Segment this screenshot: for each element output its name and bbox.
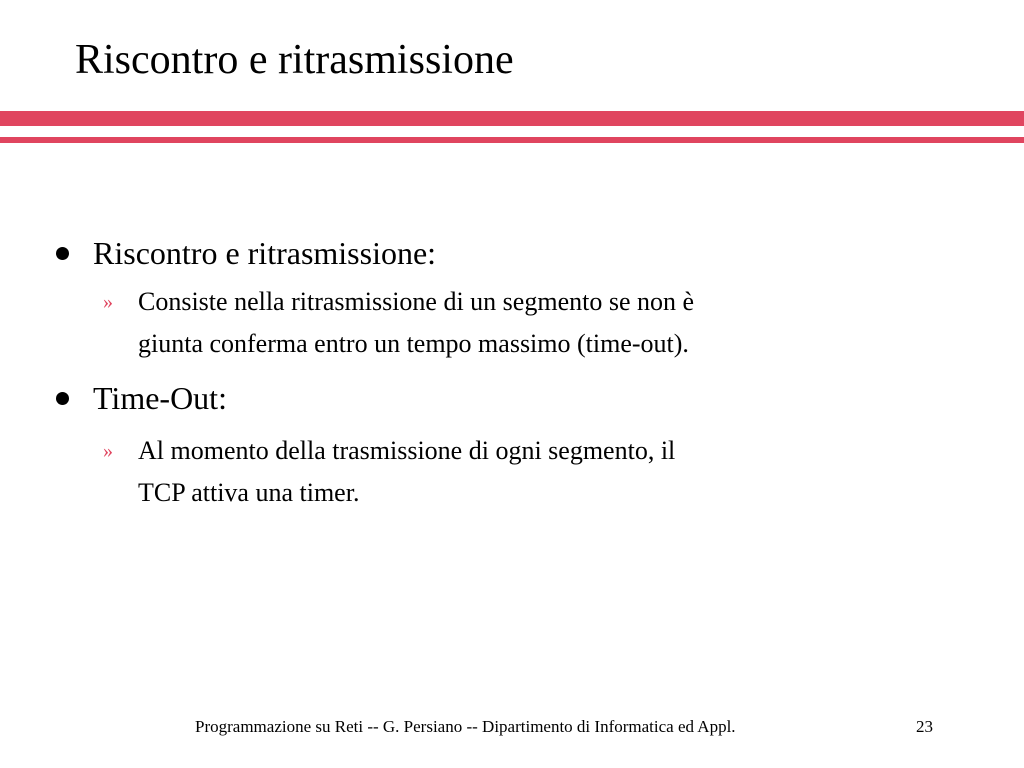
title-divider-thin — [0, 137, 1024, 143]
bullet-text: Riscontro e ritrasmissione: — [93, 235, 437, 271]
double-chevron-bullet-icon: » — [103, 440, 113, 462]
filled-circle-bullet-icon — [56, 247, 69, 260]
slide-title: Riscontro e ritrasmissione — [75, 37, 514, 83]
bullet-text: Time-Out: — [93, 380, 227, 416]
sub-bullet-text — [138, 430, 898, 514]
title-divider-thick — [0, 111, 1024, 126]
sub-bullet-line: Consiste nella ritrasmissione di un segmento se non è — [138, 287, 695, 316]
sub-bullet-line: giunta conferma entro un tempo massimo (time-out). — [138, 329, 689, 358]
sub-bullet-text — [138, 281, 898, 365]
footer-text: Programmazione su Reti -- G. Persiano -- Dipartimento di Informatica ed Appl. — [195, 717, 736, 736]
filled-circle-bullet-icon — [56, 392, 69, 405]
double-chevron-bullet-icon: » — [103, 291, 113, 313]
page-number: 23 — [916, 717, 933, 736]
sub-bullet-line: TCP attiva una timer. — [138, 478, 360, 507]
sub-bullet-line: Al momento della trasmissione di ogni segmento, il — [138, 436, 676, 465]
